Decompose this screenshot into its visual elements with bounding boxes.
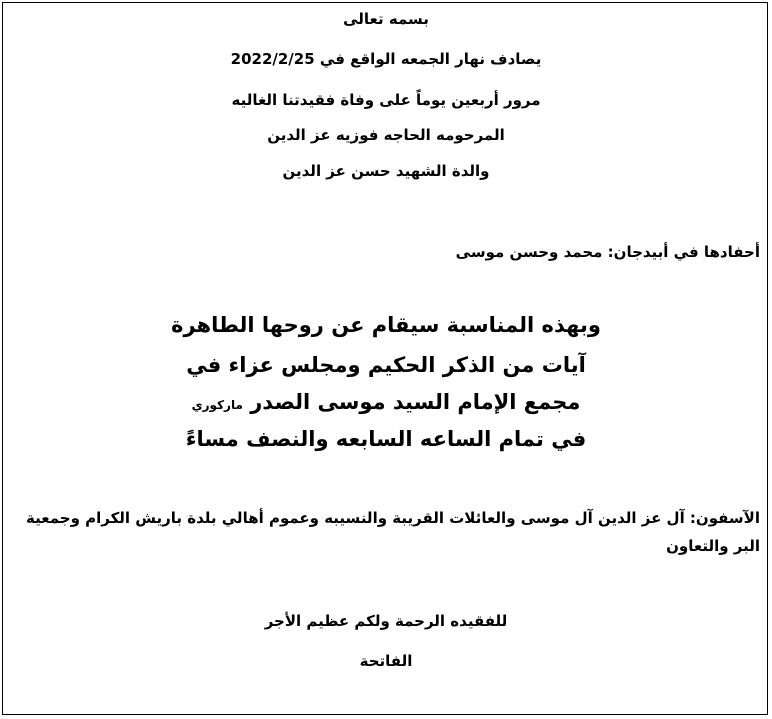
ceremony-line-1: وبهذه المناسبة سيقام عن روحها الطاهرة bbox=[171, 313, 601, 337]
opening-line: بسمه تعالى bbox=[343, 10, 429, 28]
closing-line: للفقيده الرحمة ولكم عظيم الأجر bbox=[264, 612, 508, 630]
ceremony-line-4: في تمام الساعه السابعه والنصف مساءً bbox=[185, 427, 587, 451]
date-line: يصادف نهار الجمعه الواقع في 2022/2/25 bbox=[230, 50, 542, 68]
deceased-line: المرحومه الحاجه فوزيه عز الدين bbox=[267, 126, 505, 144]
mourners-paragraph: الآسفون: آل عز الدين آل موسى والعائلات القريبة والنسيبه وعموم أهالي بلدة باريش الكرام وجمعية البر والتعاون bbox=[26, 509, 760, 555]
occasion-line: مرور أربعين يوماً على وفاة فقيدتنا الغاليه bbox=[231, 91, 541, 109]
ceremony-line-3 bbox=[0, 390, 772, 414]
ceremony-line-2: آيات من الذكر الحكيم ومجلس عزاء في bbox=[186, 353, 586, 377]
mother-of-line: والدة الشهيد حسن عز الدين bbox=[282, 162, 490, 180]
ceremony-venue: مجمع الإمام السيد موسى الصدر bbox=[250, 390, 581, 414]
ceremony-venue-area: ماركوري bbox=[191, 398, 243, 412]
fatiha-line: الفاتحة bbox=[359, 652, 413, 670]
grandchildren-line: أحفادها في أبيدجان: محمد وحسن موسى bbox=[455, 243, 760, 261]
